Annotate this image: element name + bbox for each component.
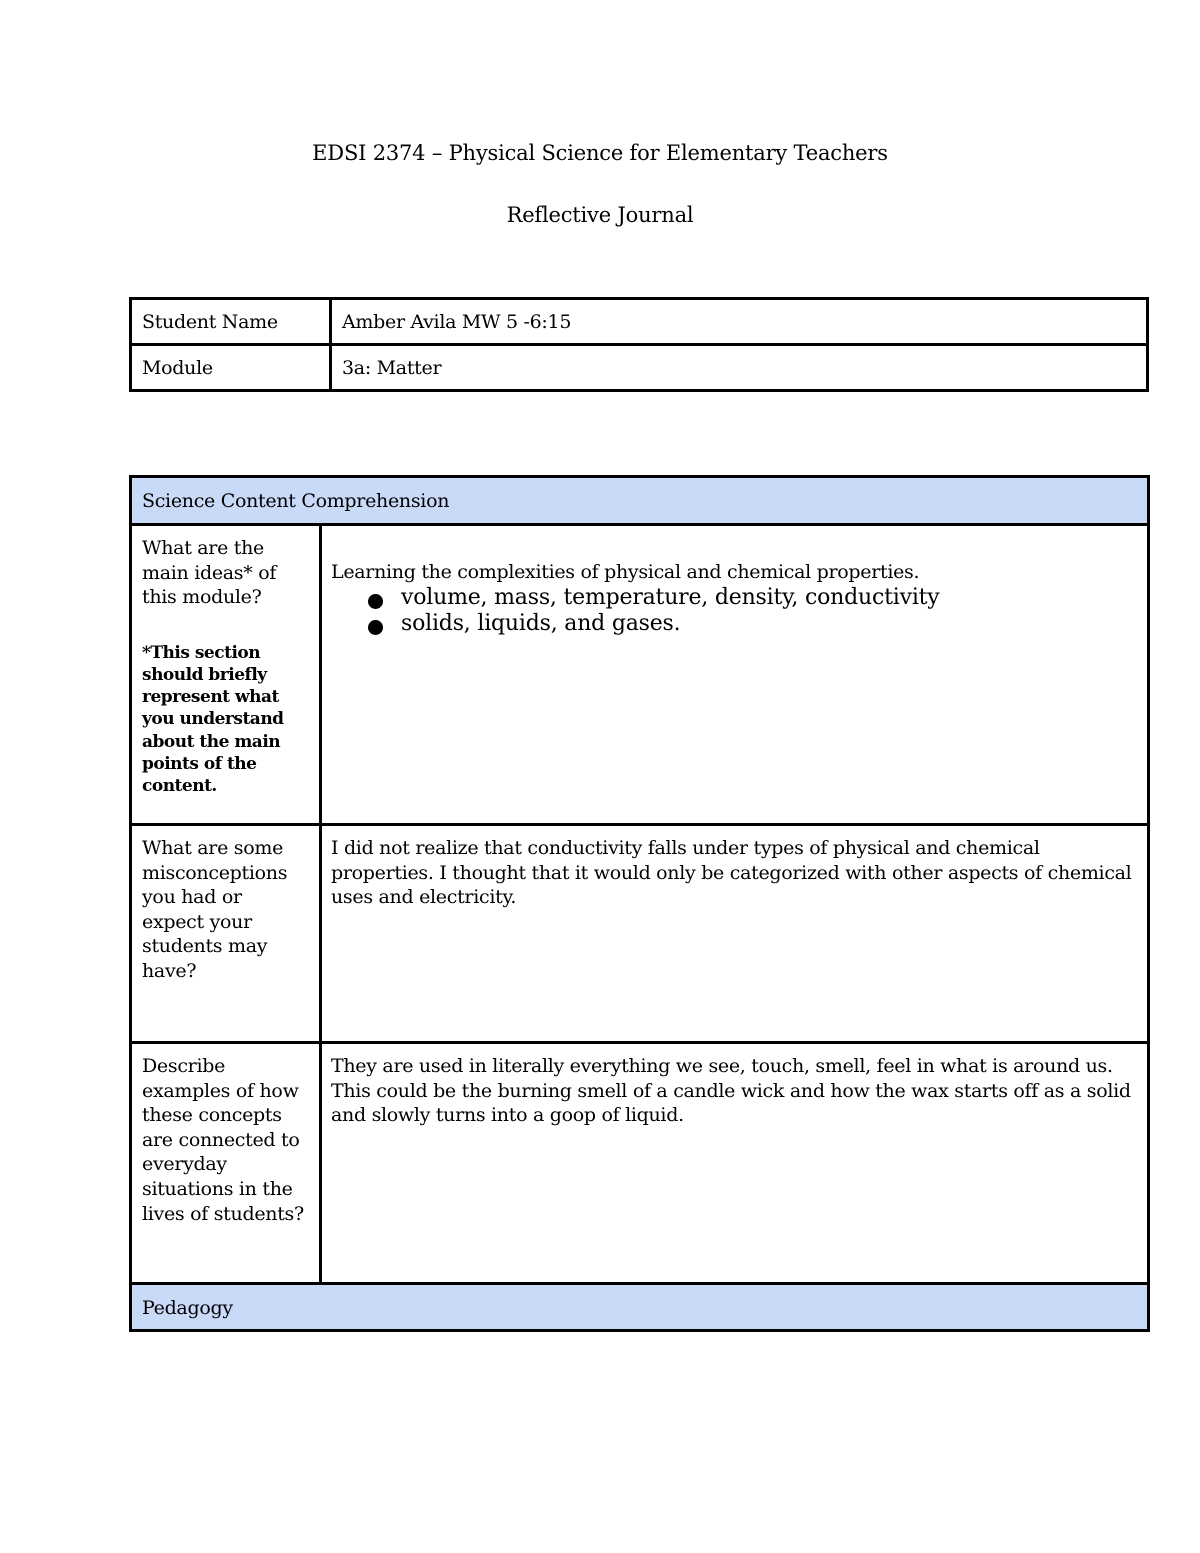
journal-table bbox=[129, 475, 1150, 1332]
main-ideas-note: *This section should briefly represent what you understand about the main points of the content. bbox=[142, 642, 284, 796]
student-name-label: Student Name bbox=[131, 299, 331, 345]
module-row bbox=[131, 345, 1148, 391]
everyday-examples-answer: They are used in literally everything we see, touch, smell, feel in what is around us. This could be the burning smell of a candle wick and how the wax starts off as a solid and slowly turns into a goop of liquid. bbox=[321, 1043, 1149, 1284]
student-info-table bbox=[129, 297, 1149, 392]
main-ideas-row bbox=[131, 525, 1149, 825]
document-title: EDSI 2374 – Physical Science for Elementary Teachers bbox=[312, 141, 888, 165]
misconceptions-answer: I did not realize that conductivity falls under types of physical and chemical properties. I thought that it would only be categorized with other aspects of chemical uses and electricity. bbox=[321, 825, 1149, 1043]
main-ideas-question-cell bbox=[131, 525, 321, 825]
science-content-header: Science Content Comprehension bbox=[131, 477, 1149, 525]
bullet-item: solids, liquids, and gases. bbox=[331, 611, 1137, 638]
module-value: 3a: Matter bbox=[331, 345, 1148, 391]
document-subtitle: Reflective Journal bbox=[506, 203, 694, 227]
everyday-examples-row bbox=[131, 1043, 1149, 1284]
main-ideas-question: What are the main ideas* of this module? bbox=[142, 537, 277, 609]
main-ideas-answer: Learning the complexities of physical and chemical properties. bbox=[331, 561, 920, 583]
everyday-examples-question: Describe examples of how these concepts are connected to everyday situations in the lives of students? bbox=[131, 1043, 321, 1284]
bullet-item: volume, mass, temperature, density, conductivity bbox=[331, 585, 1137, 612]
misconceptions-question: What are some misconceptions you had or expect your students may have? bbox=[131, 825, 321, 1043]
pedagogy-header-row bbox=[131, 1284, 1149, 1331]
misconceptions-row bbox=[131, 825, 1149, 1043]
student-name-value: Amber Avila MW 5 -6:15 bbox=[331, 299, 1148, 345]
science-content-header-row bbox=[131, 477, 1149, 525]
main-ideas-answer-cell bbox=[321, 525, 1149, 825]
main-ideas-bullet-list bbox=[331, 585, 1137, 638]
module-label: Module bbox=[131, 345, 331, 391]
student-name-row bbox=[131, 299, 1148, 345]
pedagogy-header: Pedagogy bbox=[131, 1284, 1149, 1331]
